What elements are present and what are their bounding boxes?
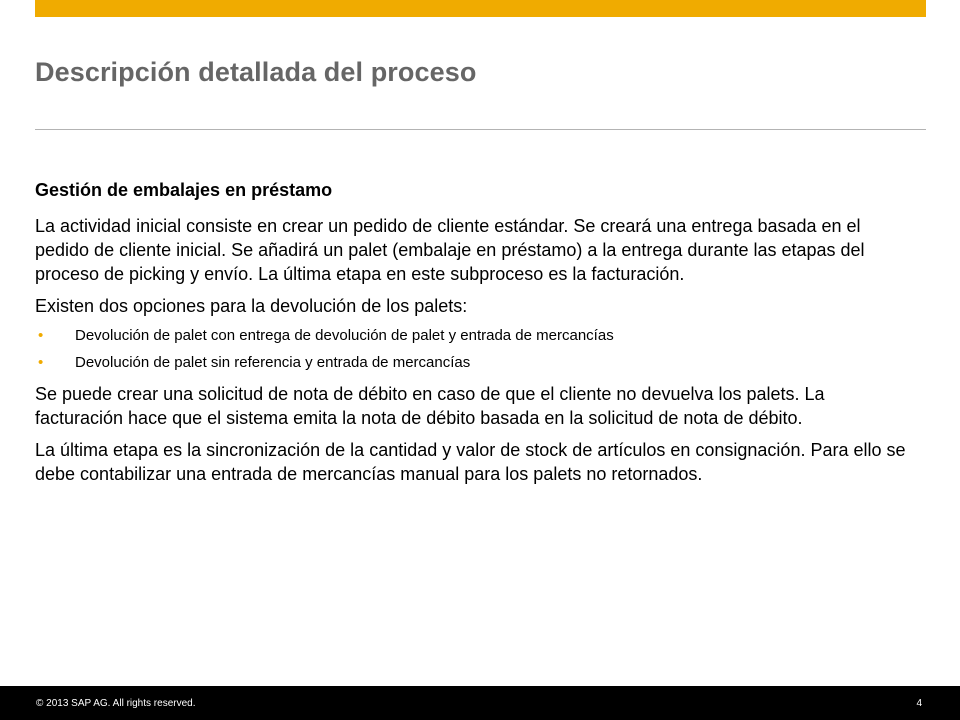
- footer-bar: [0, 686, 960, 720]
- top-accent-bar: [35, 0, 926, 17]
- list-item: [35, 326, 915, 346]
- bullet-icon: •: [38, 327, 44, 344]
- title-divider: [35, 129, 926, 130]
- bullet-list: [35, 326, 915, 373]
- page-number: 4: [916, 698, 922, 709]
- list-item: [35, 353, 915, 373]
- slide-title: Descripción detallada del proceso: [35, 57, 477, 87]
- paragraph-initial-activity: La actividad inicial consiste en crear un pedido de cliente estándar. Se creará una entrega basada en el pedido de cliente inicial. Se añadirá un palet (embalaje en préstamo) a la entrega durante las etapas del proceso de picking y envío. La última etapa en este subproceso es la facturación.: [35, 216, 865, 284]
- bullet-icon: •: [38, 354, 44, 371]
- paragraph-synchronization: La última etapa es la sincronización de la cantidad y valor de stock de artículos en consignación. Para ello se debe contabilizar una entrada de mercancías manual para los palets no retornados.: [35, 440, 906, 484]
- copyright-text: © 2013 SAP AG. All rights reserved.: [36, 698, 196, 709]
- slide-body: [35, 178, 915, 494]
- bullet-text: Devolución de palet con entrega de devolución de palet y entrada de mercancías: [75, 327, 614, 344]
- section-subheading: Gestión de embalajes en préstamo: [35, 180, 333, 200]
- paragraph-return-options: Existen dos opciones para la devolución de los palets:: [35, 296, 468, 316]
- bullet-text: Devolución de palet sin referencia y entrada de mercancías: [75, 354, 471, 371]
- paragraph-debit-note: Se puede crear una solicitud de nota de débito en caso de que el cliente no devuelva los palets. La facturación hace que el sistema emita la nota de débito basada en la solicitud de nota de débito.: [35, 384, 825, 428]
